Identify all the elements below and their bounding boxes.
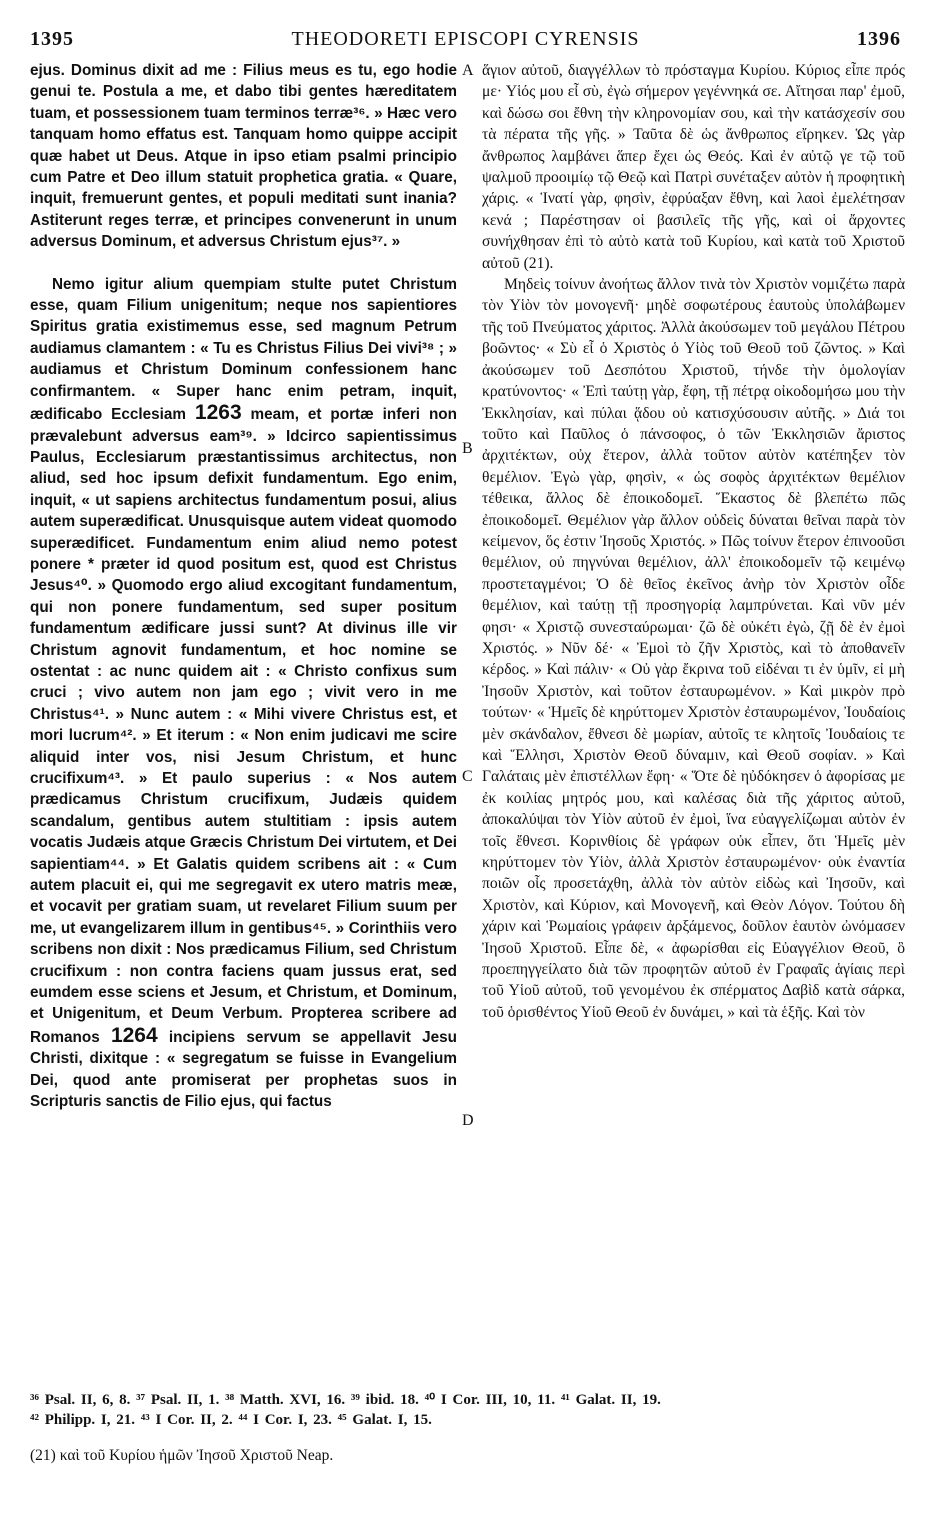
critical-note: (21) καὶ τοῦ Κυρίου ἡμῶν Ἰησοῦ Χριστοῦ Neap. [30, 1447, 334, 1464]
margin-letter-d: D [462, 1112, 474, 1129]
page-number-left: 1395 [30, 28, 74, 50]
footnotes [30, 1390, 910, 1430]
latin-text-c: incipiens servum se appellavit Jesu Christi, dixitque : « segregatum se fuisse in Evangelium Dei, quod ante promiserat per prophetas suos in Scripturis sanctis de Filio ejus, qui factus [30, 1028, 457, 1111]
greek-paragraph-2: Μηδεὶς τοίνυν ἀνοήτως ἄλλον τινὰ τὸν Χριστὸν νομιζέτω παρὰ τὸν Υἱὸν τὸν μονογενῆ· μηδὲ σοφωτέρους ἑαυτοὺς ὑπολάβωμεν τῆς τοῦ Πνεύματος χάριτος. Ἀλλὰ ἀκούσωμεν τοῦ μεγάλου Πέτρου βοῶντος· « Σὺ εἶ ὁ Χριστὸς ὁ Υἱὸς τοῦ Θεοῦ τοῦ ζῶντος. » Καὶ ἀκούσωμεν τοῦ Δεσπότου Χριστοῦ, τήνδε τὴν ὁμολογίαν κρατύνοντος· « Ἐπὶ ταύτῃ γὰρ, ἔφη, τῇ πέτρᾳ οἰκοδομήσω μου τὴν Ἐκκλησίαν, καὶ πύλαι ᾅδου οὐ κατισχύσουσιν αὐτῆς. » Διά τοι τοῦτο καὶ Παῦλος ὁ πάνσοφος, ὁ τῶν Ἐκκλησιῶν ἄριστος ἀρχιτέκτων, οὐχ ἕτερον, ἀλλὰ τοῦτον αὐτὸν κατέπηξεν τὸν θεμέλιον. Ἐγὼ γὰρ, φησὶν, « ὡς σοφὸς ἀρχιτέκτων θεμέλιον τέθεικα, ἄλλος δὲ ἐποικοδομεῖ. Ἕκαστος δὲ βλεπέτω πῶς ἐποικοδομεῖ. Θεμέλιον γὰρ ἄλλον οὐδεὶς δύναται θεῖναι παρὰ τὸν κείμενον, ὅς ἐστιν Ἰησοῦς Χριστός. » Πῶς τοίνυν ἕτερον ἐπινοοῦσι θεμέλιον, οὐ πηγνύναι θεμέλιον, ἀλλ' ἐποικοδομεῖν τῷ κειμένῳ προστεταγμένοι; Ὁ δὲ θεῖος ἐκεῖνος ἀνὴρ τὸν Χριστὸν οἶδε θεμέλιον, καὶ ταύτῃ τῇ προσηγορίᾳ λαμπρύνεται. Καὶ νῦν μέν φησι· « Χριστῷ συνεσταύρωμαι· ζῶ δὲ οὐκέτι ἐγὼ, ζῇ δὲ ἐν ἐμοὶ Χριστός. » Νῦν δέ· « Ἐμοὶ τὸ ζῆν Χριστὸς, καὶ τὸ ἀποθανεῖν κέρδος. » Καὶ πάλιν· « Οὐ γὰρ ἔκρινα τοῦ εἰδέναι τι ἐν ὑμῖν, εἰ μὴ Ἰησοῦν Χριστὸν, καὶ τοῦτον ἐσταυρωμένον. » Καὶ μικρὸν πρὸ τούτων· « Ἡμεῖς δὲ κηρύττομεν Χριστὸν ἐσταυρωμένον, Ἰουδαίοις μὲν σκάνδαλον, ἔθνεσι δὲ μωρίαν, αὐτοῖς τε κλητοῖς Ἰουδαίοις τε καὶ Ἕλλησι, Χριστὸν Θεοῦ δύναμιν, καὶ Θεοῦ σοφίαν. » Καὶ Γαλάταις μὲν ἐπιστέλλων ἔφη· « Ὅτε δὲ ηὐδόκησεν ὁ ἀφορίσας με ἐκ κοιλίας μητρός μου, καὶ καλέσας διὰ τῆς χάριτος αὐτοῦ, ἀποκαλύψαι τὸν Υἱὸν αὐτοῦ ἐν ἐμοὶ, ἵνα εὐαγγελίζωμαι αὐτὸν ἐν τοῖς ἔθνεσι. Κορινθίοις δὲ γράφων οὐκ εἶπεν, ὅτι Ἡμεῖς μὲν κηρύττομεν τὸν Υἱὸν, ἀλλὰ Χριστὸν ἐσταυρωμένον· οὐκ ἐναντία ποιῶν οἷς προσετάχθη, ἀλλὰ τὸν αὐτὸν εἰδὼς καὶ Ἰησοῦν, καὶ Χριστὸν, καὶ Κύριον, καὶ Μονογενῆ, καὶ Θεὸν Λόγον. Τούτου δὴ χάριν καὶ Ῥωμαίοις γράφειν ἀρξάμενος, δοῦλον ἑαυτὸν ὠνόμασεν Ἰησοῦ Χριστοῦ. Εἶπε δὲ, « ἀφωρίσθαι εἰς Εὐαγγέλιον Θεοῦ, ὃ προεπηγγείλατο διὰ τῶν προφητῶν αὐτοῦ ἐν Γραφαῖς ἁγίαις περὶ τοῦ Υἱοῦ αὐτοῦ, τοῦ γενομένου ἐκ σπέρματος Δαβὶδ κατὰ σάρκα, τοῦ ὁρισθέντος Υἱοῦ Θεοῦ ἐν δυνάμει, » καὶ τὰ ἑξῆς. Καὶ τὸν [482, 276, 905, 1021]
latin-text-b: meam, et portæ inferi non prævalebunt adversus eam³⁹. » Idcirco sapientissimus Paulus, Ecclesiarum præstantissimus architectus, non aliud, sed hoc ipsum defixit fundamentum. Ego enim, inquit, « ut sapiens architectus fundamentum posui, alius autem superædificat. Unusquisque autem videat quomodo superædificet. Fundamentum enim aliud nemo potest ponere * præter id quod positum est, quod est Christus Jesus⁴⁰. » Quomodo ergo aliud excogitant fundamentum, qui non ponere fundamentum, sed super positum fundamentum ædificare jussi sunt? At divinus ille vir Christum agnovit fundamentum, et hoc nomine se ostentat : ac nunc quidem ait : « Christo confixus sum cruci ; vivo autem non jam ego ; vivit vero in me Christus⁴¹. » Nunc autem : « Mihi vivere Christus est, et mori lucrum⁴². » Et iterum : « Non enim judicavi me scire aliquid inter vos, nisi Jesum Christum, et hunc crucifixum⁴³. » Et paulo superius : « Nos autem prædicamus Christum crucifixum, Judæis quidem scandalum, gentibus autem stultitiam : ipsis autem vocatis Judæis atque Græcis Christum Dei virtutem, et Dei sapientiam⁴⁴. » Et Galatis quidem scribens ait : « Cum autem placuit ei, qui me segregavit ex utero matris meæ, et vocavit per gratiam suam, ut revelaret Filium suum per me, ut evangelizarem illum in gentibus⁴⁵. » Corinthiis vero scribens non dixit : Nos prædicamus Filium, sed Christum crucifixum : non contra faciens quam jussus erat, sed eumdem esse sciens et Jesum, et Christum, et Dominum, et Unigenitum, et Deum Verbum. Propterea scribere ad Romanos [30, 406, 457, 1046]
margin-letter-a: A [462, 62, 474, 79]
footnote-line-1: ³⁶ Psal. II, 6, 8. ³⁷ Psal. II, 1. ³⁸ Matth. XVI, 16. ³⁹ ibid. 18. ⁴⁰ I Cor. III, 10, 11. ⁴¹ Galat. II, 19. [30, 1392, 661, 1408]
latin-column [30, 60, 457, 1113]
margin-letter-b: B [462, 440, 473, 457]
column-number-1263: 1263 [194, 401, 242, 425]
footnote-line-2: ⁴² Philipp. I, 21. ⁴³ I Cor. II, 2. ⁴⁴ I Cor. I, 23. ⁴⁵ Galat. I, 15. [30, 1412, 432, 1428]
page-number-right: 1396 [857, 28, 901, 50]
margin-letter-c: C [462, 768, 473, 785]
latin-paragraph-2 [30, 274, 457, 1113]
running-title: THEODORETI EPISCOPI CYRENSIS [291, 28, 640, 50]
column-number-1264: 1264 [110, 1023, 158, 1047]
latin-text-a: Nemo igitur alium quempiam stulte putet Christum esse, quam Filium unigenitum; neque nos sapientiores Spiritus gratia existimemus esse, sed magnum Petrum audiamus clamantem : « Tu es Christus Filius Dei vivi³⁸ ; » audiamus et Christum Dominum confessionem hanc confirmantem. « Super hanc enim petram, inquit, ædificabo Ecclesiam [30, 275, 457, 424]
running-header [30, 28, 901, 56]
latin-paragraph-1: ejus. Dominus dixit ad me : Filius meus es tu, ego hodie genui te. Postula a me, et dabo tibi gentes hæreditatem tuam, et possessionem tuam terminos terræ³⁶. » Hæc vero tanquam homo effatus est. Tanquam homo quippe accipit quæ habet ut Deus. Atque in ipso etiam psalmi principio cum Patre et Deo illum statuit prophetica gratia. « Quare, inquit, fremuerunt gentes, et populi meditati sunt inania? Astiterunt reges terræ, et principes convenerunt in unum adversus Dominum, et adversus Christum ejus³⁷. » [30, 62, 457, 251]
greek-column [482, 60, 905, 1023]
greek-paragraph-1: ἅγιον αὐτοῦ, διαγγέλλων τὸ πρόσταγμα Κυρίου. Κύριος εἶπε πρός με· Υἱός μου εἶ σὺ, ἐγὼ σήμερον γεγέννηκά σε. Αἴτησαι παρ' ἐμοῦ, καὶ δώσω σοι ἔθνη τὴν κληρονομίαν σου, καὶ τὴν κατάσχεσίν σου τὰ πέρατα τῆς γῆς. » Ταῦτα δὲ ὡς ἄνθρωπος εἴρηκεν. Ὡς γὰρ ἄνθρωπος λαμβάνει ἅπερ ἔχει ὡς Θεός. Καὶ ἐν αὐτῷ γε τῷ τοῦ ψαλμοῦ προοιμίῳ τῷ Θεῷ καὶ Πατρὶ συνέταξεν αὐτὸν ἡ προφητικὴ χάρις. « Ἱνατί γὰρ, φησὶν, ἐφρύαξαν ἔθνη, καὶ λαοὶ ἐμελέτησαν κενά ; Παρέστησαν οἱ βασιλεῖς τῆς γῆς, καὶ οἱ ἄρχοντες συνήχθησαν ἐπὶ τὸ αὐτὸ κατὰ τοῦ Κυρίου, καὶ κατὰ τοῦ Χριστοῦ αὐτοῦ (21). [482, 62, 905, 272]
